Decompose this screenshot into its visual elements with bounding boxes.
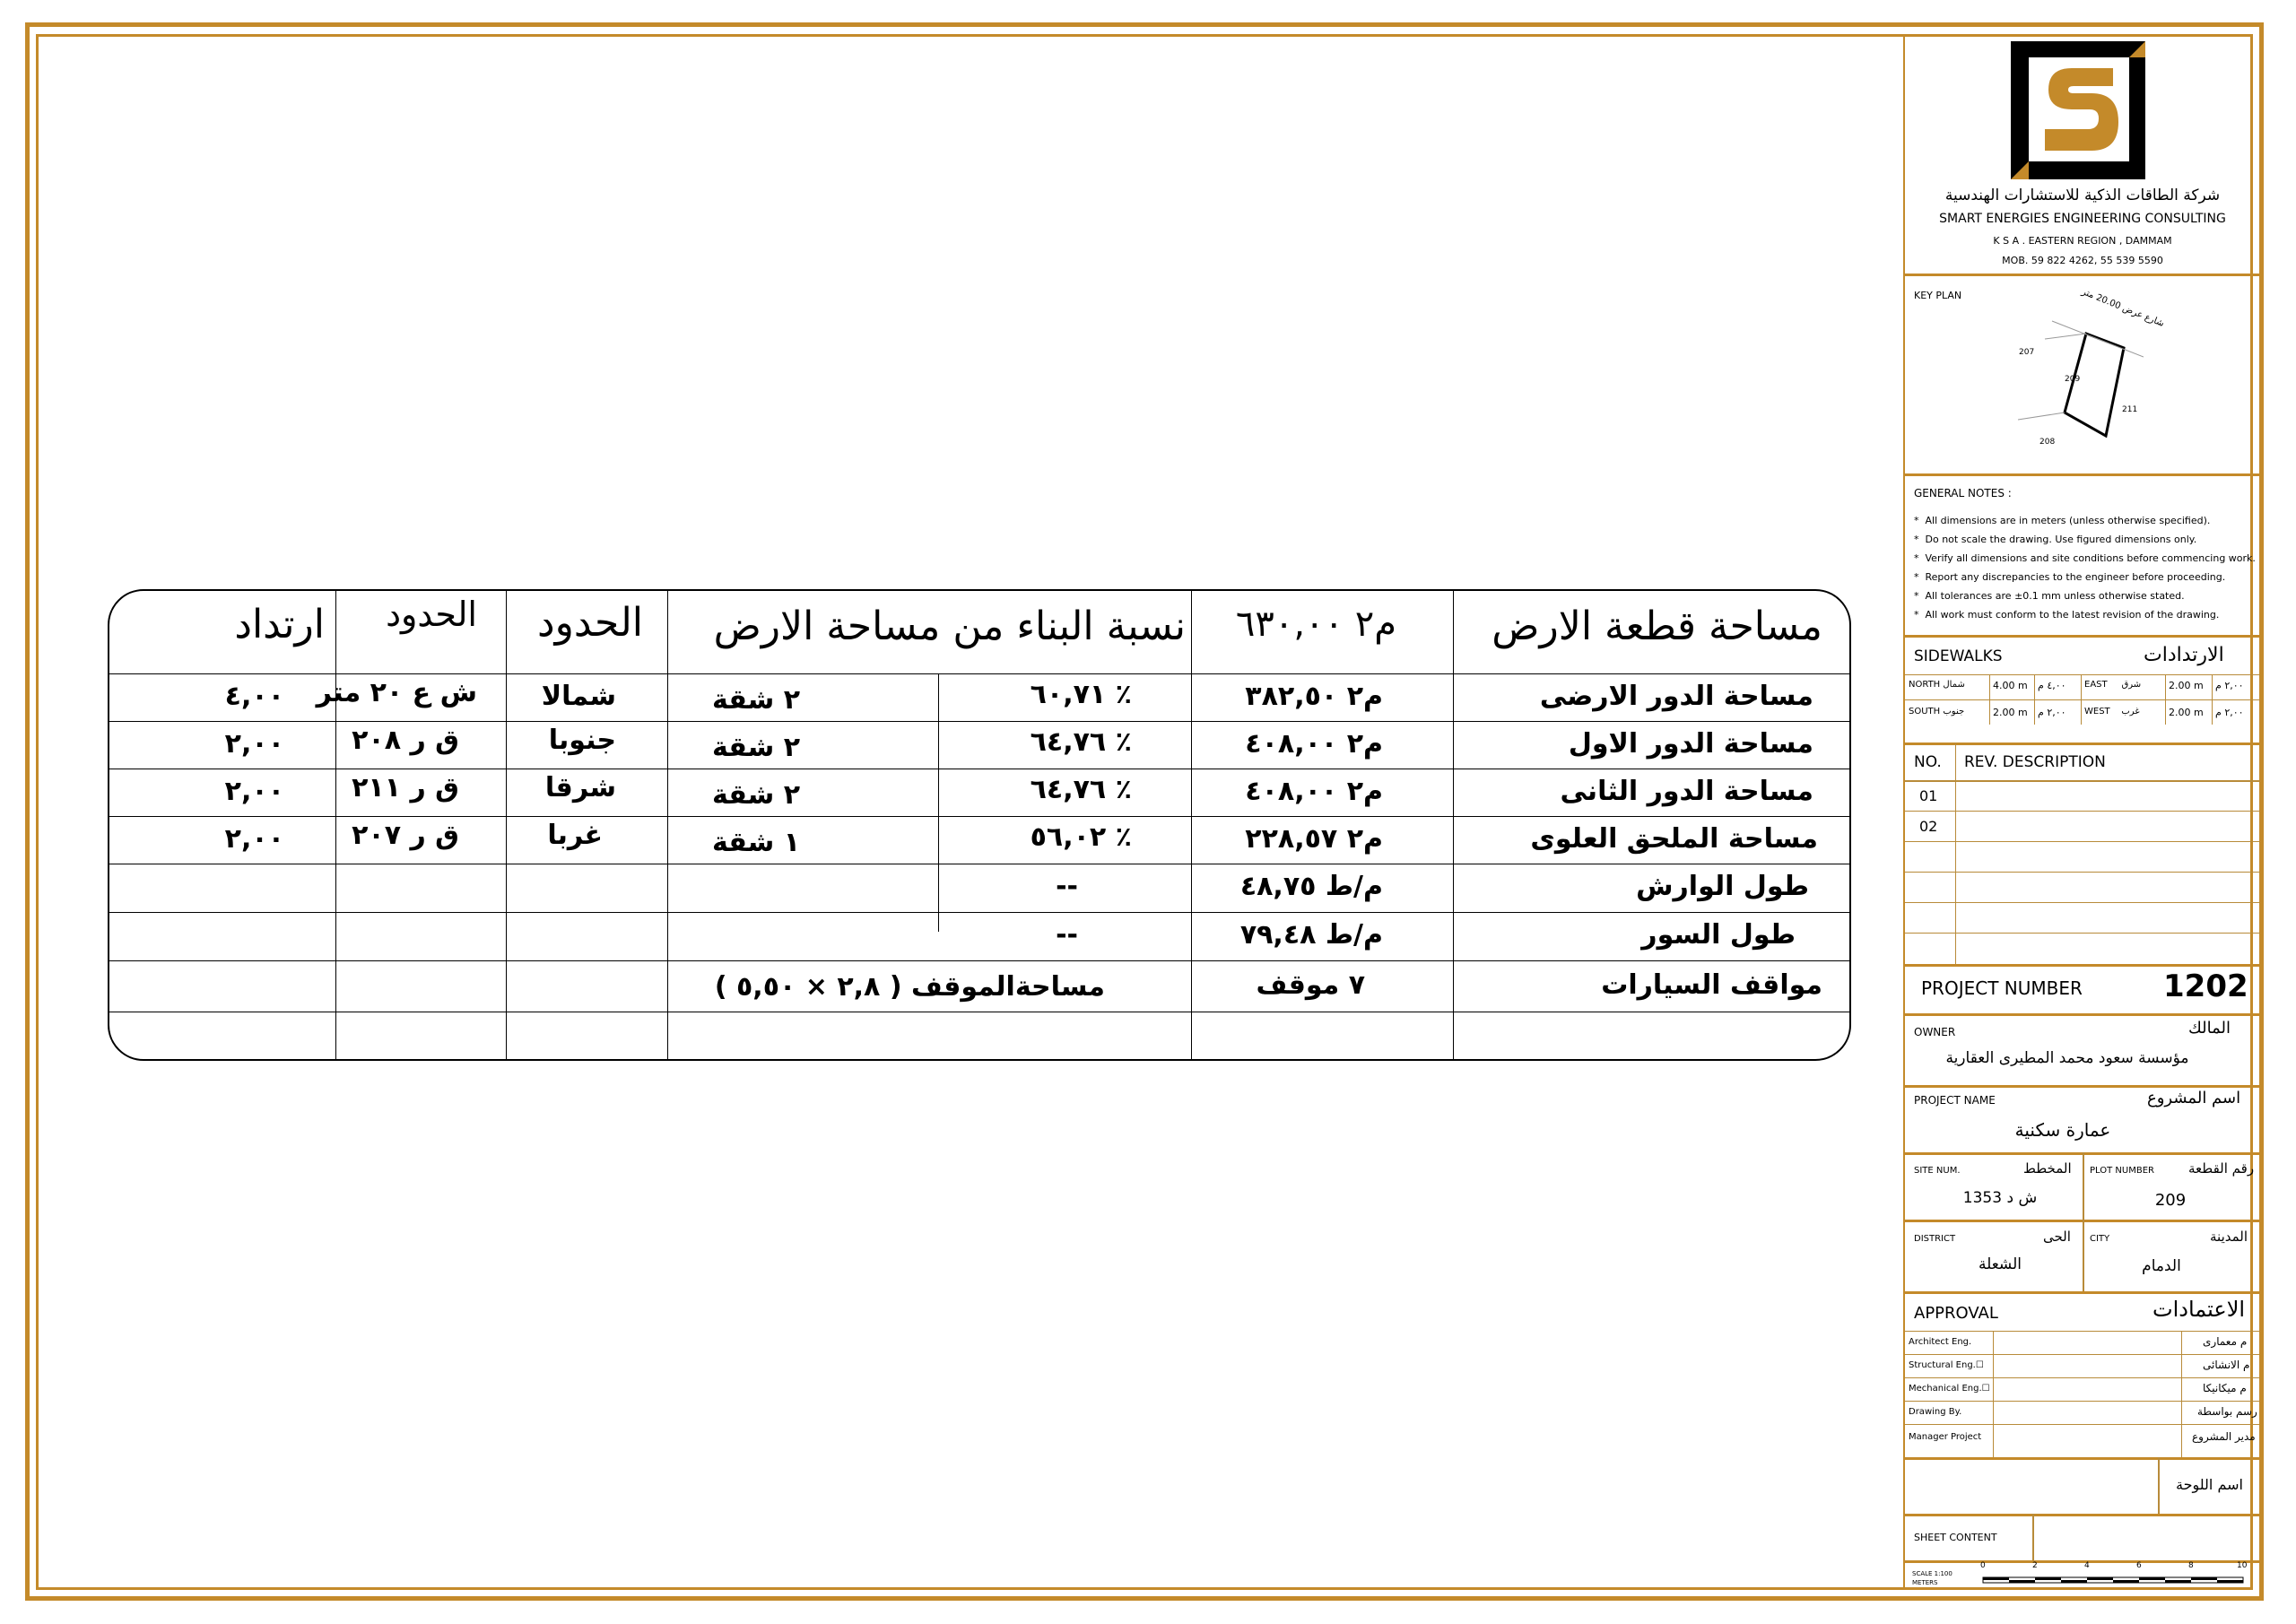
row-pct: ٪ ٦٠,٧١ [1030,679,1132,710]
district-label: DISTRICT [1914,1234,1956,1244]
row-pct: ٪ ٥٦,٠٢ [1030,821,1132,853]
header-borders-2: الحدود [386,595,477,634]
row-pct: ٪ ٦٤,٧٦ [1030,774,1132,805]
sheet-name-label: اسم اللوحة [2176,1476,2243,1493]
project-name-value: عمارة سكنية [2014,1119,2111,1141]
sidewalks-title: SIDEWALKS [1914,647,2003,665]
row-area: م/ط ٧٩,٤٨ [1239,919,1383,951]
approval-row-ar: مدير المشروع [2192,1430,2256,1443]
owner-value: مؤسسة سعود محمد المطيرى العقارية [1945,1049,2189,1067]
approval-row-en: Structural Eng.☐ [1909,1360,1984,1370]
project-name-label: PROJECT NAME [1914,1094,1996,1107]
row-dir: غربا [547,820,603,851]
scale-tick: 10 [2237,1561,2248,1570]
approval-row-ar: م ميكانيكا [2203,1382,2247,1394]
approval-row-ar: رسم بواسطة [2197,1405,2257,1418]
project-number-label: PROJECT NUMBER [1921,977,2083,999]
note-item: * Verify all dimensions and site conditions before commencing work. [1914,552,2256,564]
district-value: الشعلة [1978,1255,2022,1273]
rev-row-no: 01 [1919,787,1938,804]
row-label: مساحة الملحق العلوى [1530,823,1818,855]
row-setback: ٤,٠٠ [224,681,284,712]
district-label-ar: الحى [2043,1229,2071,1245]
site-num-label-ar: المخطط [2023,1160,2072,1177]
row-border: ق ر ٢٠٨ [352,725,459,756]
city-label-ar: المدينة [2210,1229,2248,1245]
row-setback: ٢,٠٠ [224,823,284,855]
row-pct: مساحةالموقف ( ٢,٨ × ٥,٥٠ ) [714,971,1105,1003]
north-value: 4.00 m [1993,680,2028,691]
note-item: * All work must conform to the latest revision of the drawing. [1914,609,2220,621]
approval-title-ar: الاعتمادات [2152,1297,2246,1322]
header-borders-1: الحدود [537,600,643,646]
scale-tick: 0 [1980,1561,1986,1570]
row-setback: ٢,٠٠ [224,728,284,760]
row-units: ٢ شقة [711,779,800,811]
header-land-area-label: مساحة قطعة الارض [1492,604,1822,649]
company-mobile: MOB. 59 822 4262, 55 539 5590 [2002,255,2163,266]
scale-tick: 2 [2032,1561,2038,1570]
south-value-ar: ٢,٠٠ م [2038,707,2066,718]
header-setback: ارتداد [234,602,325,647]
row-dir: شمالا [541,681,616,712]
site-num-label: SITE NUM. [1914,1166,1961,1176]
east-value: 2.00 m [2169,680,2204,691]
row-pct: ٪ ٦٤,٧٦ [1030,726,1132,758]
areas-table [108,589,1851,1061]
sheet-content-label: SHEET CONTENT [1914,1532,1997,1543]
project-name-label-ar: اسم المشروع [2147,1089,2241,1107]
row-label: طول السور [1641,919,1796,951]
row-units: ٢ شقة [711,684,800,716]
west-label: WEST غرب [2084,707,2140,716]
approval-row-en: Mechanical Eng.☐ [1909,1384,1990,1394]
approval-row-en: Architect Eng. [1909,1337,1972,1347]
rev-row-no: 02 [1919,818,1938,835]
title-block-border [1903,34,1905,1590]
row-pct: -- [1056,919,1078,951]
note-item: * All dimensions are in meters (unless otherwise specified). [1914,515,2211,526]
row-area: م٢ ٢٢٨,٥٧ [1245,823,1383,855]
east-label: EAST شرق [2084,680,2142,690]
south-value: 2.00 m [1993,707,2028,718]
row-label: مساحة الدور الارضى [1539,681,1813,712]
owner-label-ar: المالك [2188,1019,2231,1038]
row-pct: -- [1056,871,1078,902]
site-num-value: ش د 1353 [1962,1189,2038,1207]
key-plan-label: KEY PLAN [1914,290,1962,301]
approval-title: APPROVAL [1914,1304,1998,1323]
header-land-area-value: م٢ ٦٣٠,٠٠ [1235,604,1396,645]
key-plan-211: 211 [2122,405,2138,414]
row-border: ق ر ٢٠٧ [352,820,459,851]
north-value-ar: ٤,٠٠ م [2038,680,2066,691]
key-plan-207: 207 [2019,348,2035,357]
row-area: م٢ ٤٠٨,٠٠ [1245,776,1383,807]
row-border: ش ع ٢٠ متر [316,677,477,708]
plot-number-label: PLOT NUMBER [2090,1166,2154,1176]
scale-tick: 6 [2136,1561,2142,1570]
notes-title: GENERAL NOTES : [1914,487,2012,499]
row-units: ١ شقة [711,827,800,858]
row-area: م٢ ٤٠٨,٠٠ [1245,728,1383,760]
row-label: مواقف السيارات [1601,969,1822,1001]
row-area: ٧ موقف [1256,969,1365,1001]
rev-desc-header: REV. DESCRIPTION [1964,753,2106,771]
scale-tick: 4 [2084,1561,2090,1570]
city-value: الدمام [2142,1257,2181,1275]
company-name-ar: شركة الطاقات الذكية للاستشارات الهندسية [1944,187,2221,204]
note-item: * Report any discrepancies to the engineer before proceeding. [1914,571,2226,583]
approval-row-ar: م معمارى [2203,1335,2248,1348]
company-region: K S A . EASTERN REGION , DAMMAM [1993,235,2172,247]
key-plan-plot: 209 [2065,375,2081,384]
city-label: CITY [2090,1234,2110,1244]
key-plan-208: 208 [2039,438,2056,447]
rev-no-header: NO. [1914,753,1942,771]
east-value-ar: ٢,٠٠ م [2215,680,2244,691]
row-border: ق ر ٢١١ [352,772,459,803]
scale-tick: 8 [2188,1561,2194,1570]
note-item: * All tolerances are ±0.1 mm unless otherwise stated. [1914,590,2185,602]
row-label: مساحة الدور الثانى [1560,776,1813,807]
scale-label: SCALE 1:100 METERS [1912,1570,1952,1586]
plot-number-value: 209 [2154,1191,2187,1210]
row-area: م٢ ٣٨٢,٥٠ [1245,681,1383,712]
company-name-en: SMART ENERGIES ENGINEERING CONSULTING [1939,212,2226,226]
plot-number-label-ar: رقم القطعة [2188,1160,2255,1177]
project-number: 1202 [2163,968,2248,1004]
company-logo [2009,39,2147,181]
sidewalks-title-ar: الارتدادات [2144,644,2224,666]
approval-row-en: Drawing By. [1909,1407,1962,1417]
row-dir: شرقا [544,772,616,803]
note-item: * Do not scale the drawing. Use figured dimensions only. [1914,534,2197,545]
row-dir: جنوبا [548,725,616,756]
south-label: SOUTH جنوب [1909,707,1965,716]
row-label: طول الوارش [1636,871,1809,902]
row-area: م/ط ٤٨,٧٥ [1239,871,1383,902]
west-value: 2.00 m [2169,707,2204,718]
row-units: ٢ شقة [711,732,800,763]
header-coverage: نسبة البناء من مساحة الارض [713,604,1186,649]
owner-label: OWNER [1914,1026,1956,1038]
approval-row-en: Manager Project [1909,1432,1982,1442]
north-label: NORTH شمال [1909,680,1965,690]
row-label: مساحة الدور الاول [1568,728,1813,760]
row-setback: ٢,٠٠ [224,776,284,807]
scale-bar [1982,1575,2244,1587]
west-value-ar: ٢,٠٠ م [2215,707,2244,718]
notes-list [1914,511,2256,624]
approval-row-ar: م الانشائى [2203,1359,2250,1371]
key-plan-road: شارع عرض 20.00 متر [2080,287,2166,329]
